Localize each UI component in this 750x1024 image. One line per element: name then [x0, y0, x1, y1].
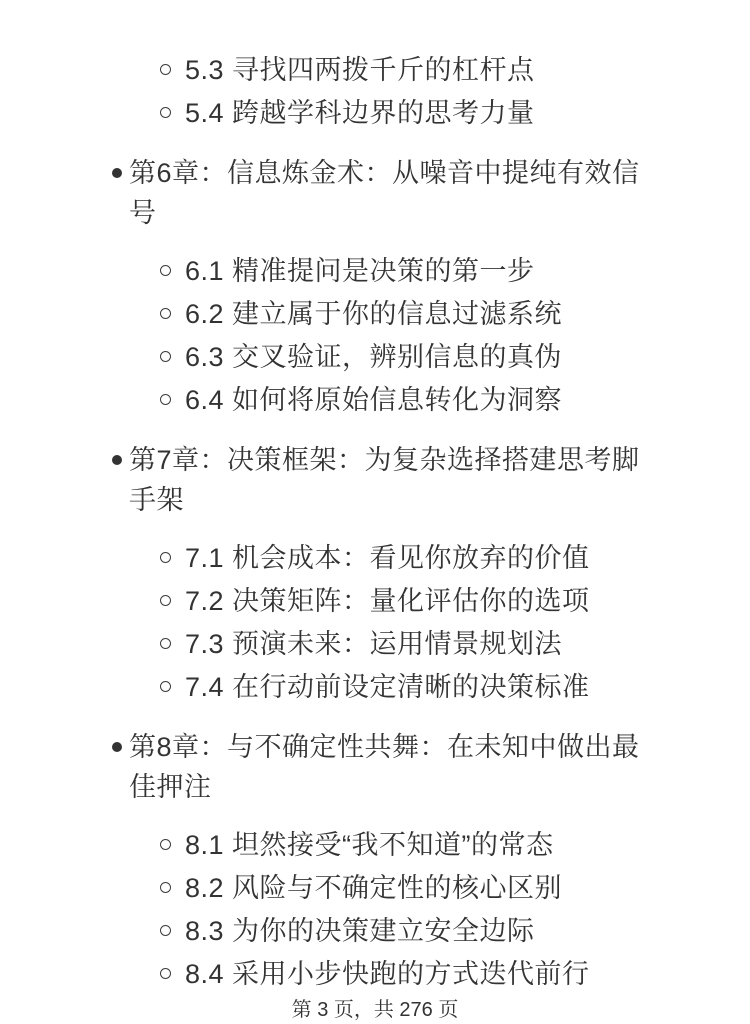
toc-section-text: 8.3 为你的决策建立安全边际 [185, 916, 535, 946]
toc-section-text: 6.1 精准提问是决策的第一步 [185, 256, 535, 286]
toc-chapter-row [112, 440, 660, 520]
toc-chapter-row [112, 153, 660, 233]
page-number: 第 3 页，共 276 页 [291, 999, 459, 1021]
toc-section-text: 6.4 如何将原始信息转化为洞察 [185, 385, 563, 415]
chapter-title: 第8章：与不确定性共舞：在未知中做出最佳押注 [129, 732, 640, 802]
circle-bullet-icon [160, 638, 171, 649]
circle-bullet-icon [160, 968, 171, 979]
disc-bullet-icon [112, 455, 122, 465]
circle-bullet-icon [160, 882, 171, 893]
toc-chapter-8 [112, 727, 660, 994]
circle-bullet-icon [160, 925, 171, 936]
toc-section-text: 7.3 预演未来：运用情景规划法 [185, 629, 563, 659]
chapter-title: 第7章：决策框架：为复杂选择搭建思考脚手架 [129, 445, 640, 515]
chapter7-subsection-list [112, 538, 660, 707]
toc-section-row [112, 50, 660, 90]
circle-bullet-icon [160, 351, 171, 362]
circle-bullet-icon [160, 394, 171, 405]
toc-chapter-7 [112, 440, 660, 707]
toc-section-text: 7.4 在行动前设定清晰的决策标准 [185, 672, 590, 702]
toc-section-row [112, 93, 660, 133]
toc-section-text: 8.4 采用小步快跑的方式迭代前行 [185, 959, 590, 989]
circle-bullet-icon [160, 107, 171, 118]
toc-section-text: 5.4 跨越学科边界的思考力量 [185, 98, 535, 128]
toc-section-row [112, 624, 660, 664]
toc-section-text: 7.2 决策矩阵：量化评估你的选项 [185, 586, 590, 616]
toc-section-text: 6.3 交叉验证，辨别信息的真伪 [185, 342, 563, 372]
circle-bullet-icon [160, 595, 171, 606]
chapter6-subsection-list [112, 251, 660, 420]
toc-section-row [112, 380, 660, 420]
disc-bullet-icon [112, 168, 122, 178]
circle-bullet-icon [160, 308, 171, 319]
circle-bullet-icon [160, 265, 171, 276]
toc-section-row [112, 294, 660, 334]
toc-section-row [112, 868, 660, 908]
toc-section-text: 8.1 坦然接受“我不知道”的常态 [185, 830, 554, 860]
circle-bullet-icon [160, 839, 171, 850]
toc-chapter-6 [112, 153, 660, 420]
toc-section-row [112, 337, 660, 377]
chapter8-subsection-list [112, 825, 660, 994]
toc-section-row [112, 251, 660, 291]
toc-section-row [112, 954, 660, 994]
toc-section-row [112, 825, 660, 865]
chapter5-subsection-list [112, 50, 660, 133]
toc-chapter-row [112, 727, 660, 807]
toc-section-row [112, 911, 660, 951]
toc-section-row [112, 538, 660, 578]
toc-section-row [112, 667, 660, 707]
circle-bullet-icon [160, 552, 171, 563]
circle-bullet-icon [160, 681, 171, 692]
toc-section-text: 8.2 风险与不确定性的核心区别 [185, 873, 563, 903]
toc-section-text: 6.2 建立属于你的信息过滤系统 [185, 299, 563, 329]
toc-section-text: 5.3 寻找四两拨千斤的杠杆点 [185, 55, 535, 85]
circle-bullet-icon [160, 64, 171, 75]
chapter-title: 第6章：信息炼金术：从噪音中提纯有效信号 [129, 158, 640, 228]
toc-section-text: 7.1 机会成本：看见你放弃的价值 [185, 543, 590, 573]
disc-bullet-icon [112, 742, 122, 752]
toc-section-row [112, 581, 660, 621]
